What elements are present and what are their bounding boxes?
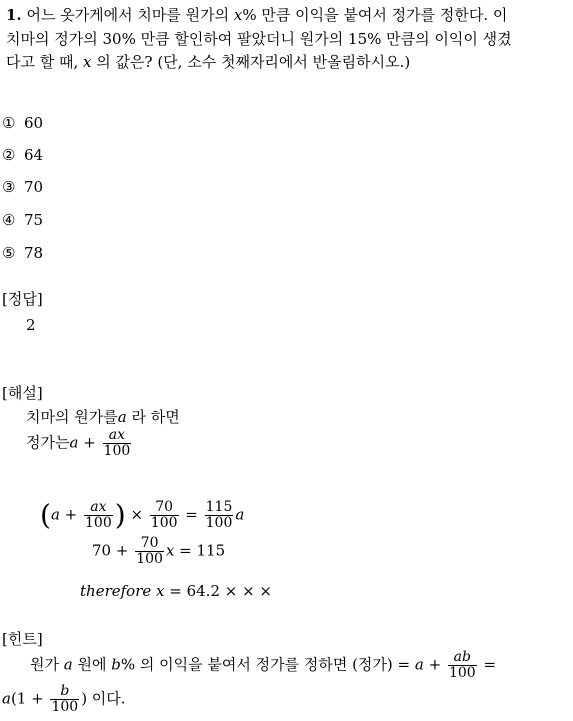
- question-text-3b: 의 값은? (단, 소수 첫째자리에서 반올림하시오.): [91, 53, 411, 71]
- choice-1-value: 60: [24, 114, 44, 132]
- open-paren: (: [40, 498, 51, 532]
- eq1-plus: +: [59, 505, 82, 524]
- choice-5-value: 78: [24, 244, 44, 262]
- question-text-3a: 다고 할 때,: [6, 53, 84, 71]
- choice-1[interactable]: [2, 114, 43, 132]
- eq2-frac-num: 70: [140, 535, 159, 551]
- hint-plus: +: [423, 655, 446, 674]
- question-text-1a: 어느 옷가게에서 치마를 원가의: [26, 6, 234, 24]
- frac-denominator: 100: [103, 443, 131, 459]
- eq2-rhs: = 115: [174, 541, 226, 560]
- choice-4-mark: ④: [2, 211, 16, 229]
- hint-var-b: b: [111, 655, 121, 674]
- question-var-x-2: x: [83, 53, 92, 71]
- hint-open: (1 +: [10, 689, 49, 708]
- solution-var-a-2: a: [69, 433, 79, 452]
- hint-text-1a: 원가: [30, 655, 64, 674]
- question-number: 1.: [6, 6, 22, 24]
- solution-equation-2: [92, 536, 225, 567]
- question-text-1b: % 만큼 이익을 붙여서 정가를 정한다. 이: [242, 6, 508, 24]
- hint-label: [힌트]: [2, 630, 43, 648]
- eq1-fraction-70: [150, 500, 179, 531]
- eq3-rhs: = 64.2 × × ×: [164, 582, 272, 600]
- hint-text-1c: % 의 이익을 붙여서 정가를 정하면 (정가) =: [120, 655, 415, 674]
- hint-frac-ab-den: 100: [448, 665, 476, 681]
- solution-line-2: [26, 428, 133, 459]
- hint-var-a-3: a: [2, 689, 11, 708]
- eq1-equals: =: [180, 505, 203, 524]
- choice-1-mark: ①: [2, 114, 16, 132]
- hint-fraction-ab: [448, 650, 477, 681]
- solution-equation-3: [80, 582, 272, 600]
- eq2-var-x: x: [165, 541, 175, 560]
- choice-5[interactable]: [2, 244, 43, 262]
- solution-label: [해설]: [2, 384, 43, 402]
- eq1-fraction-ax: [84, 500, 113, 531]
- eq1-frac2-den: 100: [150, 515, 178, 531]
- choice-3-value: 70: [24, 178, 44, 196]
- eq1-times: ×: [125, 505, 148, 524]
- eq2-fraction-70: [135, 536, 164, 567]
- question-var-x: x: [233, 6, 243, 24]
- choice-2[interactable]: [2, 146, 43, 164]
- eq1-frac1-num: ax: [90, 499, 107, 515]
- hint-var-a: a: [63, 655, 73, 674]
- eq1-frac3-den: 100: [205, 515, 233, 531]
- eq1-fraction-115: [205, 500, 234, 531]
- solution-text-1b: 라 하면: [126, 408, 180, 426]
- choice-5-mark: ⑤: [2, 244, 16, 262]
- hint-fraction-b: [50, 684, 79, 715]
- question-line-1: [6, 4, 507, 26]
- eq1-frac2-num: 70: [155, 499, 174, 515]
- answer-label: [정답]: [2, 290, 43, 308]
- question-line-3: [6, 51, 410, 73]
- hint-line-1: [30, 650, 496, 681]
- hint-equals: =: [478, 655, 497, 674]
- answer-value: 2: [26, 316, 36, 334]
- solution-text-2a: 정가는: [26, 433, 70, 452]
- eq2-lead: 70 +: [92, 541, 134, 560]
- choice-3[interactable]: [2, 178, 43, 196]
- eq1-var-a: a: [50, 505, 60, 524]
- hint-line-2: [2, 684, 126, 715]
- hint-frac-ab-num: ab: [453, 649, 471, 665]
- close-paren: ): [114, 498, 126, 532]
- hint-text-1b: 원에: [72, 655, 112, 674]
- choice-4[interactable]: [2, 211, 43, 229]
- eq2-frac-den: 100: [136, 551, 163, 567]
- eq3-therefore: therefore x: [80, 582, 165, 600]
- eq1-frac1-den: 100: [85, 515, 112, 531]
- choice-2-value: 64: [24, 146, 44, 164]
- eq1-frac3-num: 115: [205, 499, 233, 515]
- solution-equation-1: [40, 500, 244, 531]
- choice-2-mark: ②: [2, 146, 16, 164]
- hint-close: ) 이다.: [81, 689, 126, 708]
- eq1-tail-a: a: [235, 505, 245, 524]
- hint-frac-b-num: b: [60, 683, 70, 699]
- frac-numerator: ax: [108, 427, 126, 443]
- solution-var-a: a: [117, 408, 127, 426]
- solution-line-1: [26, 406, 180, 427]
- fraction-ax-100: [103, 428, 132, 459]
- solution-text-1a: 치마의 원가를: [26, 408, 118, 426]
- plus-sign: +: [78, 433, 101, 452]
- choice-4-value: 75: [24, 211, 44, 229]
- hint-var-a-2: a: [414, 655, 424, 674]
- hint-frac-b-den: 100: [51, 699, 79, 715]
- question-line-2: 치마의 정가의 30% 만큼 할인하여 팔았더니 원가의 15% 만큼의 이익이 생겼: [6, 30, 512, 48]
- choice-3-mark: ③: [2, 178, 16, 196]
